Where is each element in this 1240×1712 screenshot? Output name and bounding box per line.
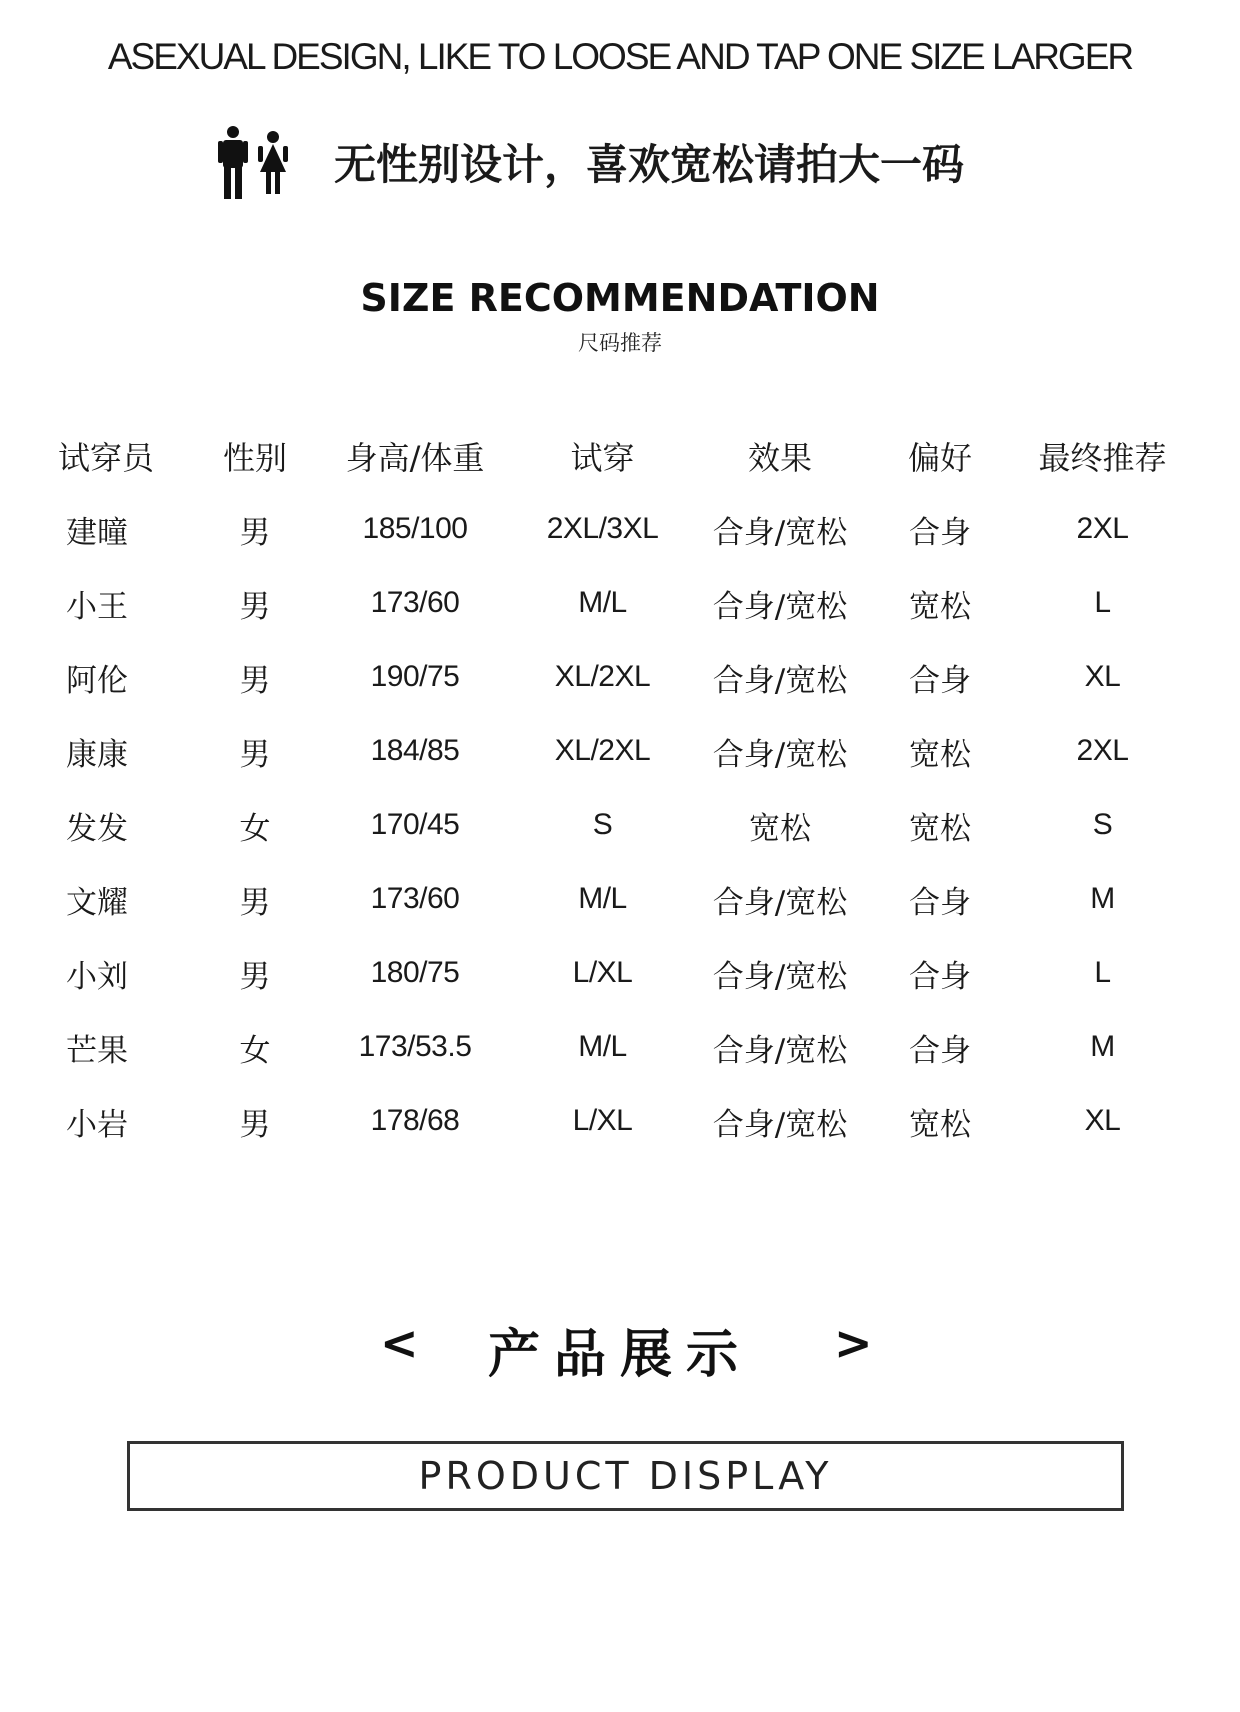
gender-cell: 男	[239, 662, 271, 699]
height-weight-cell: 173/60	[370, 882, 460, 915]
tester-name: 芒果	[66, 1032, 128, 1069]
header-cell: 性别	[222, 439, 287, 477]
gender-cell: 男	[239, 958, 271, 995]
preference-cell: 宽松	[909, 1106, 971, 1143]
table-row	[40, 936, 1210, 1010]
tried-size-cell: XL/2XL	[554, 660, 651, 693]
table-row	[40, 1010, 1210, 1084]
man-icon	[218, 125, 248, 199]
section-title: SIZE RECOMMENDATION	[360, 276, 880, 320]
header-cell: 偏好	[907, 439, 972, 477]
header-cell: 身高/体重	[345, 439, 485, 477]
table-row	[40, 640, 1210, 714]
tester-name: 建曈	[66, 514, 128, 551]
fit-effect-cell: 合身/宽松	[712, 884, 848, 921]
table-row	[40, 566, 1210, 640]
height-weight-cell: 173/53.5	[358, 1030, 472, 1063]
gender-cell: 男	[239, 514, 271, 551]
section-subtitle: 尺码推荐	[578, 331, 662, 355]
final-recommendation-cell: M	[1090, 1030, 1115, 1063]
header-cell: 试穿	[570, 439, 635, 477]
table-row	[40, 788, 1210, 862]
height-weight-cell: 173/60	[370, 586, 460, 619]
fit-effect-cell: 合身/宽松	[712, 958, 848, 995]
table-header-row	[40, 420, 1210, 492]
gender-cell: 男	[239, 588, 271, 625]
final-recommendation-cell: L	[1094, 956, 1111, 989]
height-weight-cell: 180/75	[370, 956, 460, 989]
headline-cn: 无性别设计，喜欢宽松请拍大一码	[334, 140, 965, 189]
tester-name: 文耀	[66, 884, 128, 921]
tried-size-cell: M/L	[578, 586, 627, 619]
fit-effect-cell: 合身/宽松	[712, 1032, 848, 1069]
height-weight-cell: 178/68	[370, 1104, 460, 1137]
product-display-banner	[127, 1441, 1124, 1511]
tried-size-cell: S	[592, 808, 613, 841]
gender-icons	[218, 125, 288, 199]
table-row	[40, 862, 1210, 936]
gender-cell: 男	[239, 884, 271, 921]
height-weight-cell: 185/100	[362, 512, 468, 545]
height-weight-cell: 170/45	[370, 808, 460, 841]
tried-size-cell: M/L	[578, 1030, 627, 1063]
tester-name: 小刘	[66, 958, 128, 995]
tried-size-cell: M/L	[578, 882, 627, 915]
tried-size-cell: 2XL/3XL	[546, 512, 659, 545]
preference-cell: 宽松	[909, 736, 971, 773]
headline-en: ASEXUAL DESIGN, LIKE TO LOOSE AND TAP ONE SIZE LARGER	[107, 36, 1133, 77]
final-recommendation-cell: 2XL	[1076, 512, 1129, 545]
final-recommendation-cell: M	[1090, 882, 1115, 915]
product-display-nav	[0, 1310, 1240, 1390]
gender-cell: 女	[239, 810, 271, 847]
preference-cell: 合身	[909, 662, 971, 699]
header-cell: 试穿员	[58, 439, 155, 477]
fit-effect-cell: 合身/宽松	[712, 588, 848, 625]
final-recommendation-cell: XL	[1084, 660, 1121, 693]
fit-effect-cell: 合身/宽松	[712, 662, 848, 699]
preference-cell: 宽松	[909, 810, 971, 847]
final-recommendation-cell: 2XL	[1076, 734, 1129, 767]
woman-icon	[258, 130, 288, 194]
product-display-title: 产品展示	[487, 1325, 752, 1385]
prev-arrow-icon[interactable]: <	[380, 1316, 419, 1370]
preference-cell: 合身	[909, 1032, 971, 1069]
final-recommendation-cell: L	[1094, 586, 1111, 619]
preference-cell: 宽松	[909, 588, 971, 625]
gender-cell: 女	[239, 1032, 271, 1069]
tried-size-cell: L/XL	[572, 1104, 633, 1137]
fit-effect-cell: 合身/宽松	[712, 514, 848, 551]
product-display-label: PRODUCT DISPLAY	[418, 1454, 833, 1498]
final-recommendation-cell: XL	[1084, 1104, 1121, 1137]
table-row	[40, 1084, 1210, 1158]
tester-name: 小岩	[66, 1106, 128, 1143]
fit-effect-cell: 合身/宽松	[712, 1106, 848, 1143]
tester-name: 小王	[66, 588, 128, 625]
next-arrow-icon[interactable]: >	[834, 1316, 873, 1370]
height-weight-cell: 190/75	[370, 660, 460, 693]
tester-name: 发发	[66, 810, 128, 847]
table-row	[40, 714, 1210, 788]
header-cell: 效果	[747, 439, 812, 477]
preference-cell: 合身	[909, 958, 971, 995]
fit-effect-cell: 宽松	[749, 810, 811, 847]
size-table	[40, 420, 1210, 1158]
preference-cell: 合身	[909, 884, 971, 921]
table-row	[40, 492, 1210, 566]
tried-size-cell: XL/2XL	[554, 734, 651, 767]
tester-name: 阿伦	[66, 662, 128, 699]
gender-cell: 男	[239, 1106, 271, 1143]
preference-cell: 合身	[909, 514, 971, 551]
tester-name: 康康	[66, 736, 128, 773]
gender-cell: 男	[239, 736, 271, 773]
header-cell: 最终推荐	[1038, 439, 1167, 477]
final-recommendation-cell: S	[1092, 808, 1113, 841]
fit-effect-cell: 合身/宽松	[712, 736, 848, 773]
height-weight-cell: 184/85	[370, 734, 460, 767]
headline-cn-row	[218, 122, 964, 202]
tried-size-cell: L/XL	[572, 956, 633, 989]
